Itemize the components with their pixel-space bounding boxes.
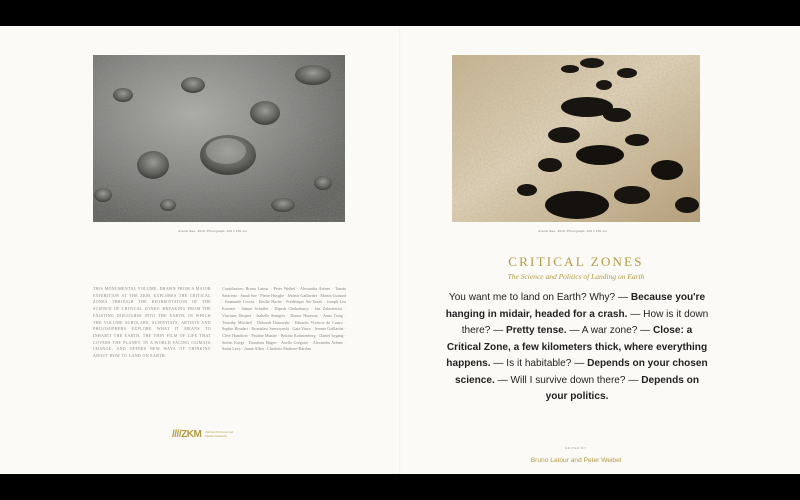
book-title: CRITICAL ZONES [508,254,644,269]
left-intro-text: THIS MONUMENTAL VOLUME, DRAWN FROM A MAJOR EXHIBITION AT THE ZKM, EXPLORES THE CRITICAL ZONES THROUGH THE REORIENTATION OF THE SCIENCE OF CRITICAL ZONES: BREAKING FROM THE EXISTING DISCOURSE INTO THE EARTH, IN WHICH THE VOLUME SCHOLARS, SCIENTISTS, ARTISTS AND PHILOSOPHERS EXPLORE WHAT IT MEANS TO INHABIT THE EARTH, THE THIN FILM OF LIFE THAT COVERS THE PLANET, IN A WORLD FACING CLIMATE CHANGE, AND OFFERS NEW WAYS OF THINKING ABOUT HOW TO LAND ON EARTH. [93,287,211,359]
zkm-logo [172,429,235,440]
back-cover-blurb [445,290,709,406]
blurb-segment-bold: Pretty tense. [506,325,567,336]
zkm-logo-subtitle: Zentrum für Kunst und Medien Karlsruhe [205,430,234,438]
book-gutter [399,26,401,474]
blurb-segment: — Is it habitable? — [490,358,588,369]
zkm-logo-mark: ////ZKM [172,429,202,440]
blurb-segment: — Will I survive down there? — [494,374,642,386]
editors-names: Bruno Latour and Peter Weibel [530,457,622,464]
left-photo-caption: Ursula Ibex, 2019. Photograph. 100 x 150 cm [178,229,247,233]
blurb-segment-bold: Depends on your politics. [545,374,699,402]
contributors-list: Contributors: Bruno Latour · Peter Weibel · Alexandra Arènes · Tomás Saraceno · Sarah Sze · Pierre Huyghe · Jérôme Gaillardet · Martin Guinard · Emanuele Coccia · Emilie Hache · Frédérique Aït-Touati · Joseph Leo Koerner · Simon Schaffer · Dipesh Chakrabarty · Jan Zalasiewicz · Vinciane Despret · Isabelle Stengers · Donna Haraway · Anna Tsing · Timothy Mitchell · Deborah Danowski · Eduardo Viveiros de Castro · Sophie Houdart · Bronislaw Szerszynski · Gaia Vince · Jerome Gaillardet · Clive Hamilton · Pauline Munier · Bettina Korintenberg · Daniel Irrgang · Stefan Kaegi · Dorothea Hagen · Axelle Grégoire · Alexandra Arènes · Sonia Levy · Jamie Allen · Charlotte Malterre-Barthes [222,286,346,352]
blurb-segment: You want me to land on Earth? Why? — [448,292,631,303]
blurb-segment: — A war zone? — [566,325,654,336]
blurb-segment-bold: Because you're hanging in midair, headed for a crash. [445,292,706,320]
book-spread [0,26,800,474]
book-subtitle: The Science and Politics of Landing on Earth [507,272,645,281]
blurb-segment-bold: Depends on your chosen science. [454,358,708,386]
edited-by-label: EDITED BY [565,446,587,450]
blurb-segment: — How is it down there? — [461,308,709,336]
blurb-segment-bold: Close: a Critical Zone, a few kilometers thick, where everything happens. [446,325,708,369]
rock-photo [93,55,345,222]
right-photo-caption: Ursula Ibex, 2019. Photograph. 100 x 150 cm [538,229,607,233]
ice-landscape-photo [452,55,700,222]
